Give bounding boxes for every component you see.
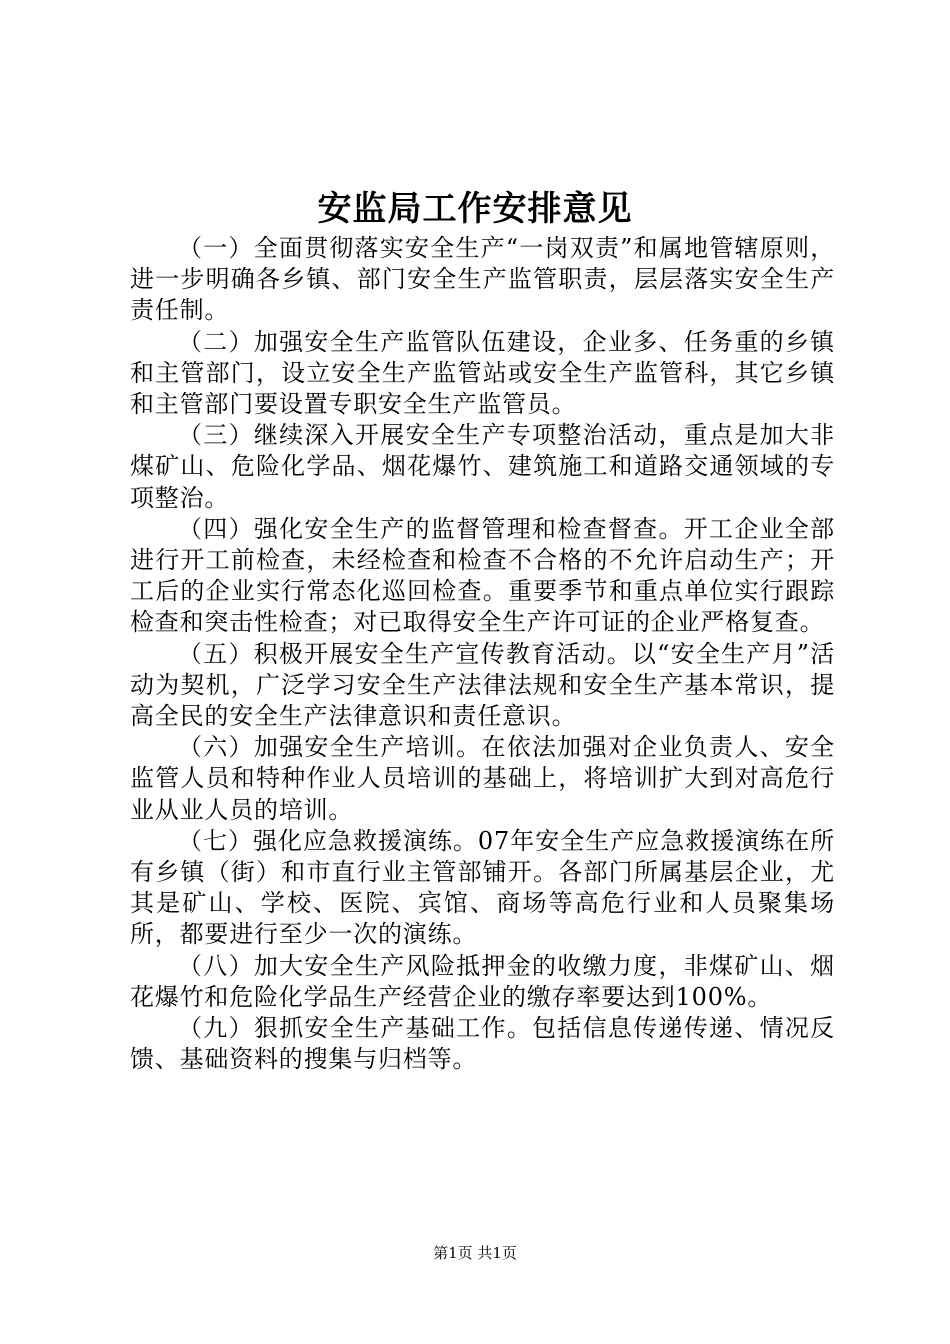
paragraph-3: （三）继续深入开展安全生产专项整治活动，重点是加大非煤矿山、危险化学品、烟花爆竹、建筑施工和道路交通领域的专项整治。 (130, 421, 835, 512)
document-body (130, 233, 835, 1075)
document-title: 安监局工作安排意见 (317, 189, 633, 229)
paragraph-1: （一）全面贯彻落实安全生产“一岗双责”和属地管辖原则，进一步明确各乡镇、部门安全生产监管职责，层层落实安全生产责任制。 (130, 234, 835, 325)
paragraph-2: （二）加强安全生产监管队伍建设，企业多、任务重的乡镇和主管部门，设立安全生产监管站或安全生产监管科，其它乡镇和主管部门要设置专职安全生产监管员。 (130, 327, 835, 419)
paragraph-4: （四）强化安全生产的监督管理和检查督查。开工企业全部进行开工前检查，未经检查和检查不合格的不允许启动生产；开工后的企业实行常态化巡回检查。重要季节和重点单位实行跟踪检查和突击性检查；对已取得安全生产许可证的企业严格复查。 (130, 514, 835, 637)
paragraph-6: （六）加强安全生产培训。在依法加强对企业负责人、安全监管人员和特种作业人员培训的基础上，将培训扩大到对高危行业从业人员的培训。 (130, 733, 835, 824)
paragraph-9: （九）狠抓安全生产基础工作。包括信息传递传递、情况反馈、基础资料的搜集与归档等。 (130, 1014, 835, 1074)
paragraph-7: （七）强化应急救援演练。07年安全生产应急救援演练在所有乡镇（街）和市直行业主管部铺开。各部门所属基层企业，尤其是矿山、学校、医院、宾馆、商场等高危行业和人员聚集场所，都要进行至少一次的演练。 (130, 826, 835, 949)
page-footer: 第1页 共1页 (433, 1244, 517, 1262)
paragraph-8: （八）加大安全生产风险抵押金的收缴力度，非煤矿山、烟花爆竹和危险化学品生产经营企业的缴存率要达到100%。 (130, 951, 835, 1011)
paragraph-5: （五）积极开展安全生产宣传教育活动。以“安全生产月”活动为契机，广泛学习安全生产法律法规和安全生产基本常识，提高全民的安全生产法律意识和责任意识。 (130, 639, 835, 731)
